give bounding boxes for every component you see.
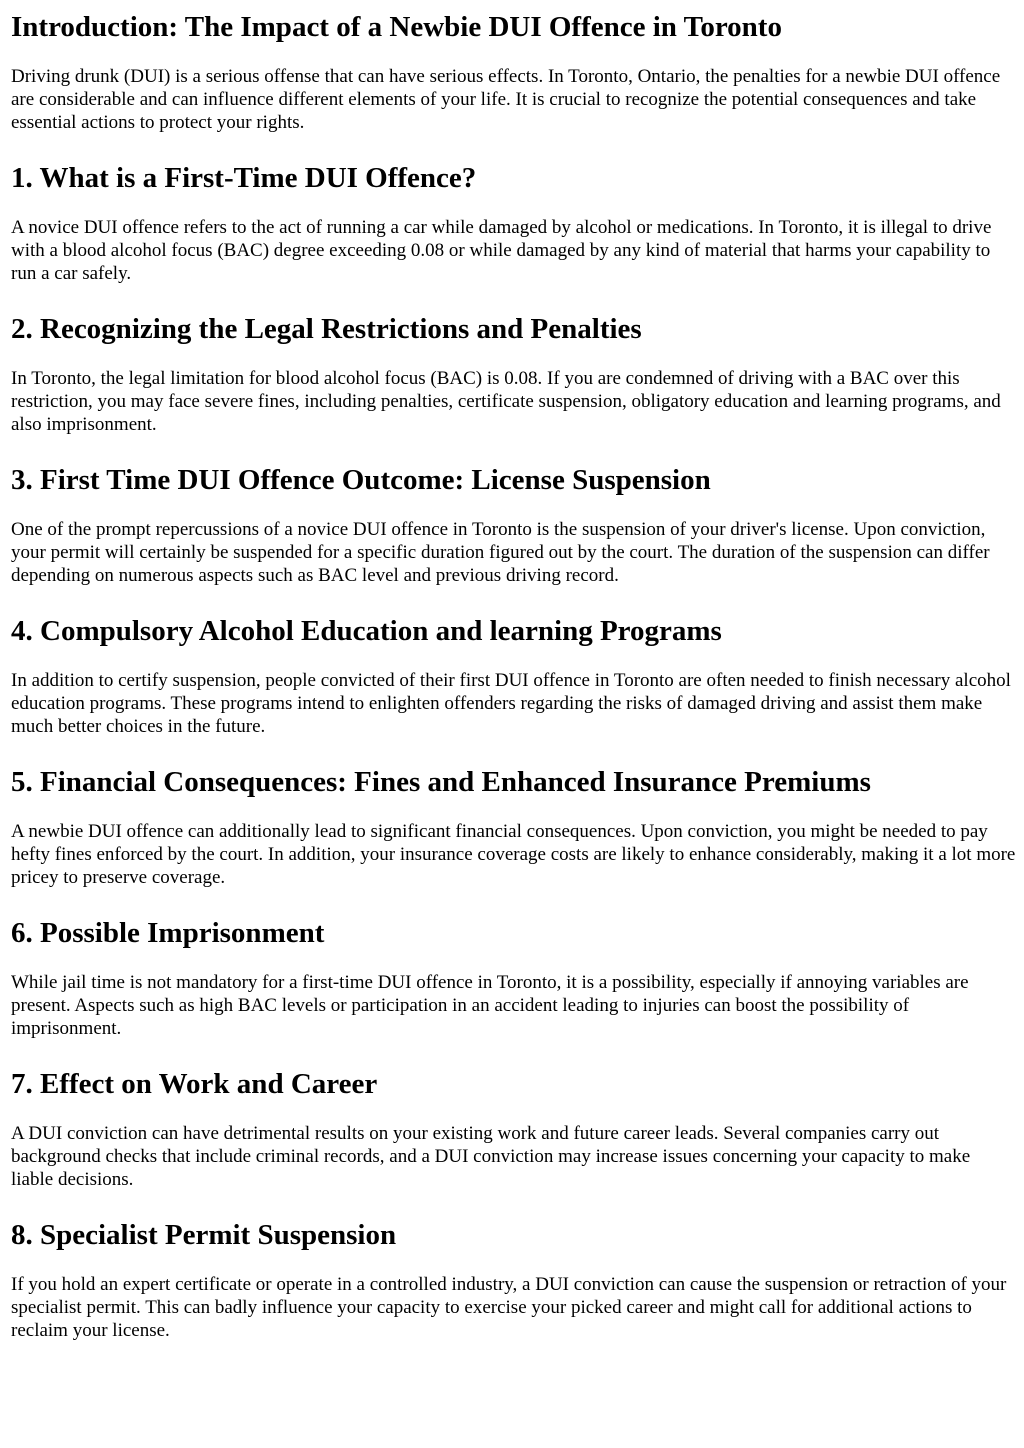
section-heading-5: 5. Financial Consequences: Fines and Enhanced Insurance Premiums: [11, 766, 871, 798]
section-heading-2: 2. Recognizing the Legal Restrictions and Penalties: [11, 313, 642, 345]
section-body-6: While jail time is not mandatory for a first-time DUI offence in Toronto, it is a possibility, especially if annoying variables are present. Aspects such as high BAC levels or participation in an accident leading to injuries can boost the possibility of imprisonment.: [11, 972, 969, 1039]
section-body-2: In Toronto, the legal limitation for blood alcohol focus (BAC) is 0.08. If you are condemned of driving with a BAC over this restriction, you may face severe fines, including penalties, certificate suspension, obligatory education and learning programs, and also imprisonment.: [11, 368, 1001, 435]
article-title: Introduction: The Impact of a Newbie DUI Offence in Toronto: [11, 11, 782, 43]
section-heading-8: 8. Specialist Permit Suspension: [11, 1219, 397, 1251]
section-body-4: In addition to certify suspension, people convicted of their first DUI offence in Toronto are often needed to finish necessary alcohol education programs. These programs intend to enlighten offenders regarding the risks of damaged driving and assist them make much better choices in the future.: [11, 670, 1011, 737]
section-body-7: A DUI conviction can have detrimental results on your existing work and future career leads. Several companies carry out background checks that include criminal records, and a DUI conviction may increase issues concerning your capacity to make liable decisions.: [11, 1123, 971, 1190]
section-heading-3: 3. First Time DUI Offence Outcome: License Suspension: [11, 464, 711, 496]
section-body-5: A newbie DUI offence can additionally lead to significant financial consequences. Upon conviction, you might be needed to pay hefty fines enforced by the court. In addition, your insurance coverage costs are likely to enhance considerably, making it a lot more pricey to preserve coverage.: [11, 821, 1016, 888]
section-heading-1: 1. What is a First-Time DUI Offence?: [11, 162, 477, 194]
intro-paragraph: Driving drunk (DUI) is a serious offense that can have serious effects. In Toronto, Ontario, the penalties for a newbie DUI offence are considerable and can influence different elements of your life. It is crucial to recognize the potential consequences and take essential actions to protect your rights.: [11, 66, 1001, 133]
section-heading-4: 4. Compulsory Alcohol Education and learning Programs: [11, 615, 722, 647]
section-body-1: A novice DUI offence refers to the act of running a car while damaged by alcohol or medications. In Toronto, it is illegal to drive with a blood alcohol focus (BAC) degree exceeding 0.08 or while damaged by any kind of material that harms your capability to run a car safely.: [11, 217, 992, 284]
section-body-3: One of the prompt repercussions of a novice DUI offence in Toronto is the suspension of your driver's license. Upon conviction, your permit will certainly be suspended for a specific duration figured out by the court. The duration of the suspension can differ depending on numerous aspects such as BAC level and previous driving record.: [11, 519, 990, 586]
section-heading-6: 6. Possible Imprisonment: [11, 917, 325, 949]
section-body-8: If you hold an expert certificate or operate in a controlled industry, a DUI conviction can cause the suspension or retraction of your specialist permit. This can badly influence your capacity to exercise your picked career and might call for additional actions to reclaim your license.: [11, 1274, 1007, 1341]
section-heading-7: 7. Effect on Work and Career: [11, 1068, 378, 1100]
